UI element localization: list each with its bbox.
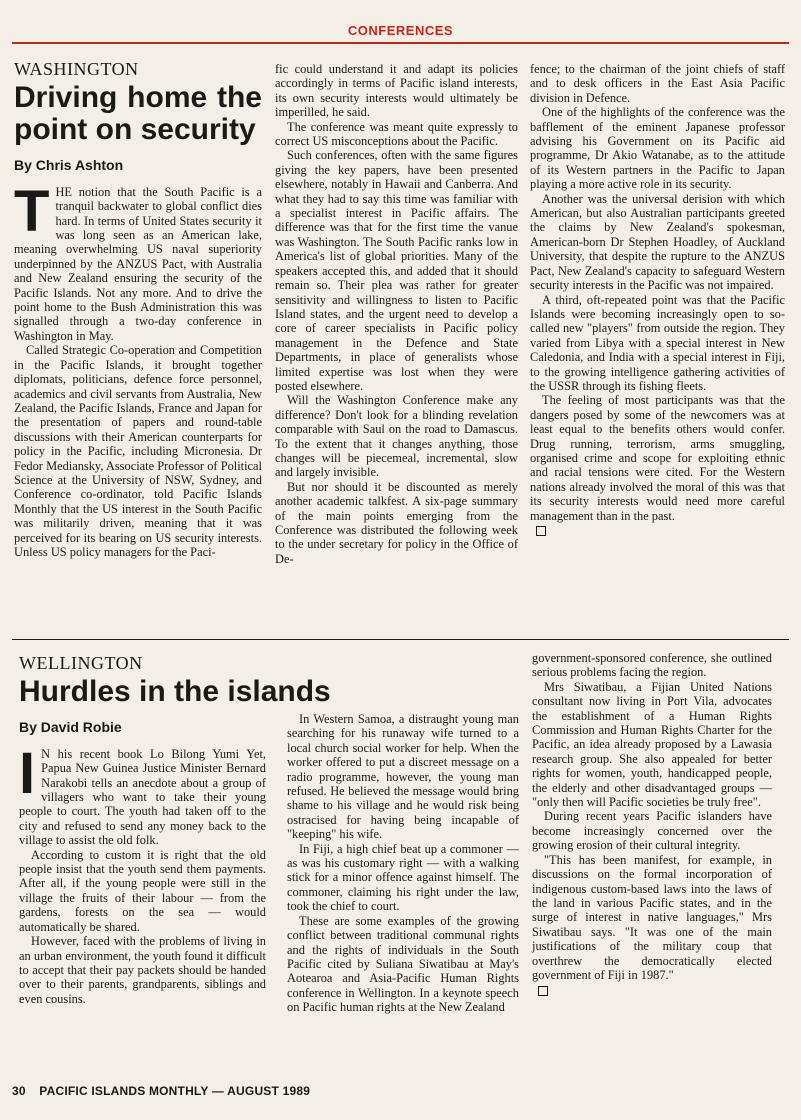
article2-paragraph: Mrs Siwatibau, a Fijian United Nations consultant now living in Port Vila, advocates the establishment of a Human Rights Commission and Human Rights Charter for the Pacific, an idea already proposed by a Lawasia research group. She also appealed for better rights for women, youth, handicapped people, the elderly and other disadvantaged groups — "only then will Pacific societies be truly free".	[532, 679, 772, 810]
end-of-article-icon	[538, 986, 548, 996]
section-rule	[12, 42, 789, 44]
article1-dropcap: T	[14, 178, 50, 244]
article1-paragraph: One of the highlights of the conference was the bafflement of the eminent Japanese professor advising his Government on its Pacific aid programme, Dr Akio Watanabe, as to the attitude of its Western partners in the Pacific to Japan playing a more active role in its security.	[530, 105, 785, 192]
article1-column-2	[275, 62, 518, 566]
article2-dropcap: I	[19, 740, 36, 806]
article1-headline: Driving home the point on security	[14, 81, 262, 147]
page-number: 30	[12, 1084, 26, 1098]
article1-paragraph: The conference was meant quite expressly to correct US misconceptions about the Pacific.	[275, 119, 518, 149]
article1-column-3	[530, 62, 785, 537]
article1-paragraph: But nor should it be discounted as merely another academic talkfest. A six-page summary of the main points emerging from the Conference was distributed the following week to the under secretary for policy in the Office of De-	[275, 479, 518, 566]
article1-paragraph: fic could understand it and adapt its policies accordingly in terms of Pacific island interests, its own security interests would ultimately be imperilled, he said.	[275, 62, 518, 120]
article1-paragraph: Another was the universal derision with which American, but also Australian participants greeted the claims by New Zealand's spokesman, American-born Dr Stephen Hoadley, of Auckland University, that despite the rupture to the ANZUS Pact, New Zealand's capacity to safeguard Western security interests in the Pacific was not impaired.	[530, 191, 785, 293]
article2-paragraph: According to custom it is right that the old people insist that the youth send them payments. After all, if the young people were still in the village the fruits of their labour — from the gardens, forests on the sea — would automatically be shared.	[19, 847, 266, 934]
article1-paragraph: Such conferences, often with the same figures giving the key papers, have been presented elsewhere, notably in Hawaii and Canberra. And what they had to say this time was familiar with a specialist interest in Pacific affairs. The difference was that for the first time the vanue was Washington. The South Pacific ranks low in America's list of global priorities. Many of the speakers accepted this, and added that it should remain so. Their plea was rather for greater sensitivity and willingness to listen to Pacific Island states, and the urgent need to develop a core of career specialists in Pacific policy management in the Defence and State Departments, in place of generalists whose limited expertise was lost when they were posted elsewhere.	[275, 148, 518, 393]
article1-paragraph: A third, oft-repeated point was that the Pacific Islands were becoming increasingly open to so-called new "players" from outside the region. They varied from Libya with a special interest in New Caledonia, and India with a special interest in Fiji, to the growing intelligence gathering activities of the USSR through its fishing fleets.	[530, 292, 785, 393]
end-of-article-icon	[536, 526, 546, 536]
article2-column-2	[287, 712, 519, 1015]
article2-paragraph: "This has been manifest, for example, in discussions on the formal incorporation of indigenous custom-based laws into the laws of the land in various Pacific states, and in the surge of interest in native languages," Mrs Siwatibau says. "It was one of the main justifications of the military coup that overthrew the democratically elected government of Fiji in 1987."	[532, 852, 772, 982]
section-heading: CONFERENCES	[347, 23, 454, 38]
article1-paragraph: Called Strategic Co-operation and Competition in the Pacific Islands, it brought together diplomats, politicians, defence force personnel, academics and civil servants from Australia, New Zealand, the Pacific Islands, France and Japan for the presentation of papers and round-table discussions with their American counterparts for policy in the Pacific, including Micronesia. Dr Fedor Mediansky, Associate Professor of Political Science at the University of NSW, Sydney, and Conference co-ordinator, told Pacific Islands Monthly that the US interest in the South Pacific was militarily driven, meaning that it was perceived for its bearing on US security interests. Unless US policy managers for the Paci-	[14, 343, 262, 559]
article1-paragraph: HE notion that the South Pacific is a tranquil backwater to global conflict dies hard. In terms of United States security it was long seen as an American lake, meaning overwhelming US naval superiority underpinned by the ANZUS Pact, with Australia and New Zealand ensuring the security of the Pacific Islands. Not any more. And to drive the point home to the Bush Administration this was signalled through a two-day conference in Washington in May.	[14, 184, 262, 343]
article-divider	[12, 639, 789, 640]
article2-headline: Hurdles in the islands	[19, 675, 331, 709]
article1-paragraph: The feeling of most participants was that the dangers posed by some of the newcomers was at least equal to the benefits others would confer. Drug running, terrorism, arms smuggling, organised crime and scope for exploiting ethnic and racial tensions were cited. For the Western nations already involved the moral of this was that its security interests would need more careful management than in the past.	[530, 393, 785, 523]
article1-dateline: WASHINGTON	[14, 59, 139, 79]
article1-byline: By Chris Ashton	[14, 157, 124, 174]
article2-byline: By David Robie	[19, 719, 122, 736]
article2-paragraph: In Western Samoa, a distraught young man searching for his runaway wife turned to a local church social worker for help. When the worker offered to put a discreet message on a radio programme, however, the young man refused. He believed the message would bring shame to his village and he would risk being ostracised for having being incapable of "keeping" his wife.	[287, 712, 519, 842]
article2-column-3	[532, 651, 772, 997]
article1-paragraph: Will the Washington Conference make any difference? Don't look for a blinding revelation comparable with Saul on the road to Damascus. To the extent that it changes anything, those changes will be piecemeal, incremental, slow and largely invisible.	[275, 393, 518, 480]
article2-paragraph: During recent years Pacific islanders have become increasingly concerned over the growing erosion of their cultural integrity.	[532, 809, 772, 853]
publication-line: PACIFIC ISLANDS MONTHLY — AUGUST 1989	[39, 1084, 311, 1098]
article2-paragraph: N his recent book Lo Bilong Yumi Yet, Papua New Guinea Justice Minister Bernard Narakobi tells an anecdote about a group of villagers who want to take their young people to court. The youth had taken off to the city and refused to send any money back to the village to assist the old folk.	[19, 746, 266, 848]
article2-column-1	[19, 653, 331, 1006]
article2-paragraph: These are some examples of the growing conflict between traditional communal rights and the rights of individuals in the South Pacific cited by Suliana Siwatibau at May's Aotearoa and Asia-Pacific Human Rights conference in Wellington. In a keynote speech on Pacific human rights at the New Zealand	[287, 913, 519, 1015]
article2-paragraph: However, faced with the problems of living in an urban environment, the youth found it difficult to accept that their pay packets should be handed over to their parents, grandparents, siblings and even cousins.	[19, 934, 266, 1006]
article2-dateline: WELLINGTON	[19, 653, 143, 673]
article2-paragraph: government-sponsored conference, she outlined serious problems facing the region.	[532, 651, 772, 680]
page-footer	[12, 1084, 310, 1098]
article2-paragraph: In Fiji, a high chief beat up a commoner — as was his customary right — with a walking stick for a minor offence against himself. The commoner, claiming his right under the law, took the chief to court.	[287, 841, 519, 914]
article1-column-1	[14, 59, 262, 559]
article1-paragraph: fence; to the chairman of the joint chiefs of staff and to desk officers in the East Asia Pacific division in Defence.	[530, 62, 785, 105]
